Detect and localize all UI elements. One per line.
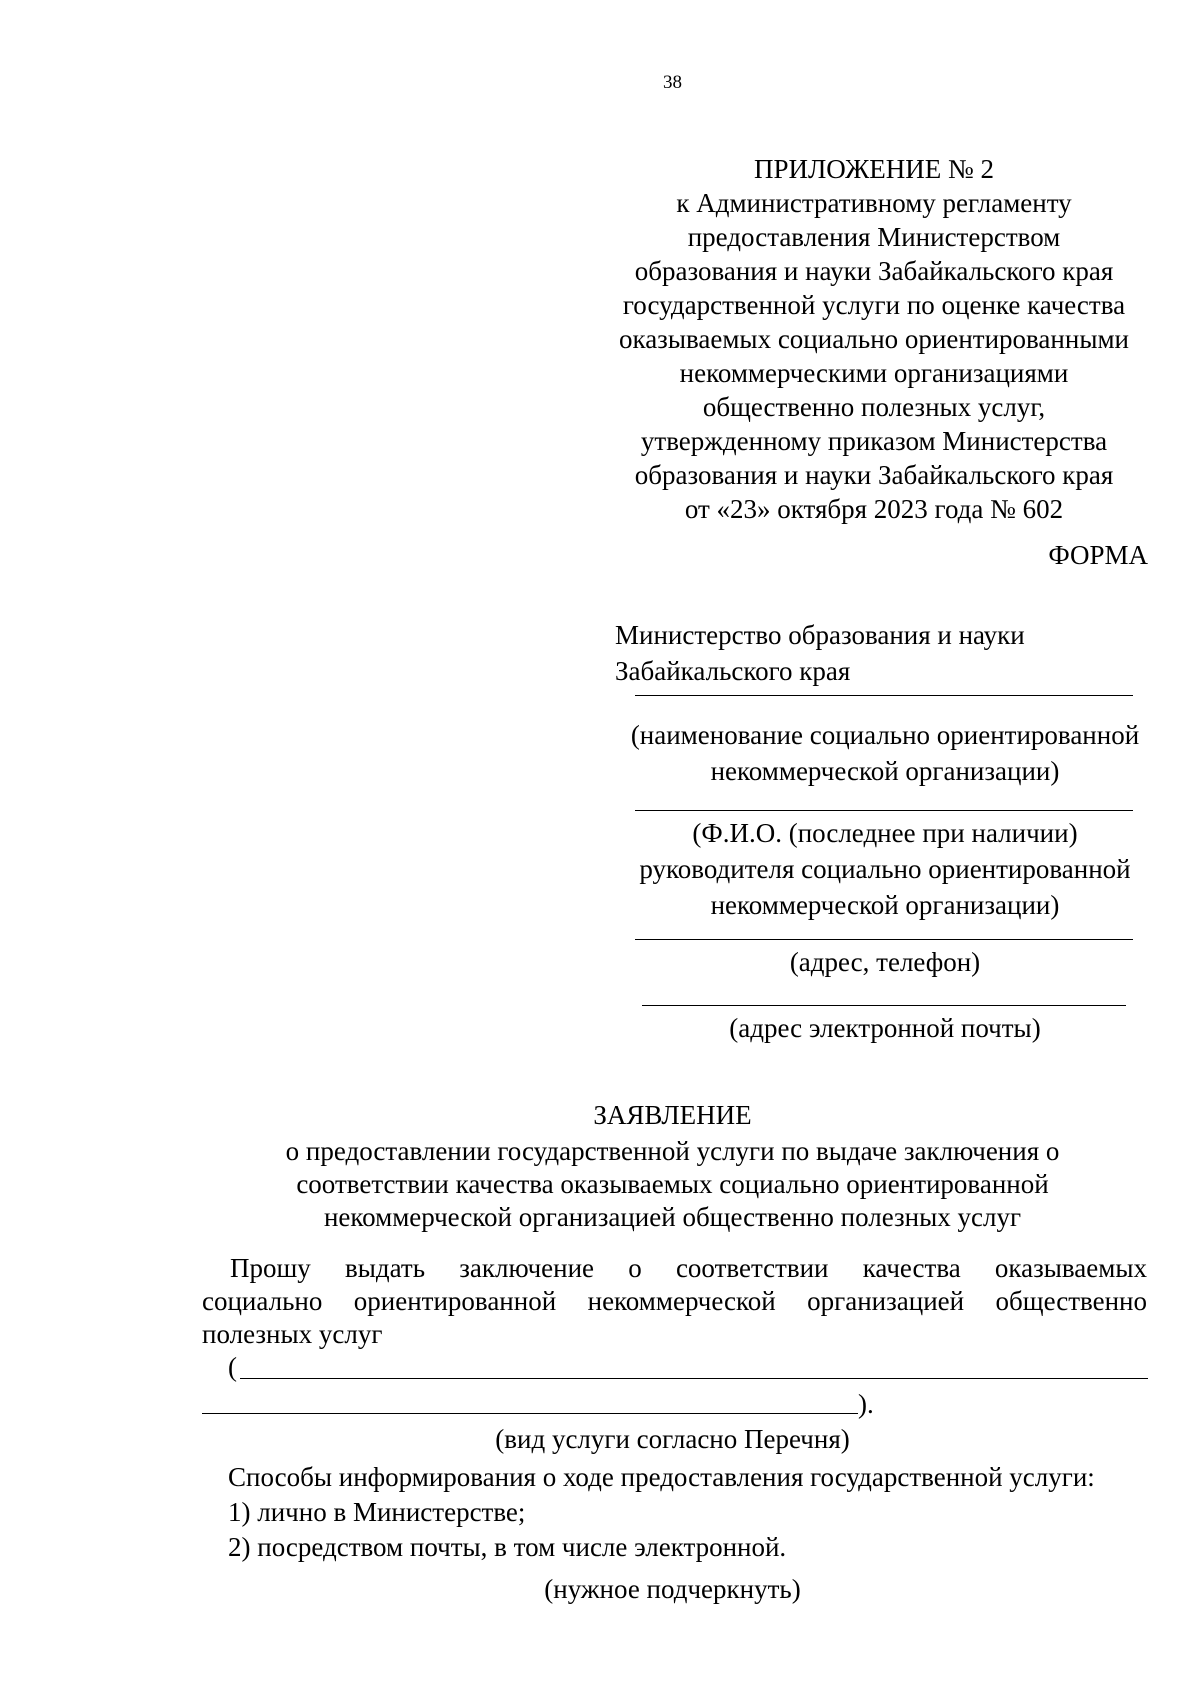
- request-line: Прошу выдать заключение о соответствии качества оказываемых: [230, 1253, 1147, 1283]
- request-paragraph: [202, 1252, 1147, 1351]
- appendix-line: оказываемых социально ориентированными: [618, 324, 1129, 354]
- request-line: полезных услуг: [202, 1319, 383, 1349]
- form-label: ФОРМА: [1048, 540, 1148, 570]
- caption-line: некоммерческой организации): [710, 890, 1060, 920]
- service-type-blank-line-2[interactable]: [202, 1413, 858, 1414]
- page-number: 38: [663, 72, 682, 93]
- caption-line: (адрес электронной почты): [729, 1013, 1041, 1043]
- addressee-line: Забайкальского края: [615, 656, 851, 686]
- appendix-title: ПРИЛОЖЕНИЕ № 2: [753, 154, 995, 184]
- caption-line: руководителя социально ориентированной: [639, 854, 1131, 884]
- head-name-caption: [610, 815, 1160, 923]
- appendix-line: государственной услуги по оценке качества: [622, 290, 1126, 320]
- appendix-line: образования и науки Забайкальского края: [634, 256, 1114, 286]
- address-phone-caption: [610, 944, 1160, 980]
- addressee-block: [615, 617, 1170, 689]
- caption-line: (наименование социально ориентированной: [630, 720, 1140, 750]
- open-paren: (: [228, 1352, 237, 1382]
- methods-heading: Способы информирования о ходе предоставления государственной услуги:: [228, 1462, 1095, 1492]
- org-name-caption: [610, 717, 1160, 789]
- email-blank-line[interactable]: [642, 1005, 1126, 1006]
- appendix-header: [600, 152, 1148, 526]
- request-line: социально ориентированной некоммерческой организацией общественно: [202, 1286, 1147, 1316]
- subtitle-line: некоммерческой организацией общественно полезных услуг: [323, 1202, 1022, 1232]
- statement-title: ЗАЯВЛЕНИЕ: [593, 1100, 752, 1130]
- underline-note: (нужное подчеркнуть): [544, 1574, 801, 1604]
- service-type-caption: (вид услуги согласно Перечня): [495, 1424, 850, 1454]
- appendix-line: некоммерческими организациями: [679, 358, 1069, 388]
- service-type-blank-line-1[interactable]: [240, 1378, 1148, 1379]
- appendix-date-line: от «23» октября 2023 года № 602: [684, 494, 1064, 524]
- method-option-mail[interactable]: 2) посредством почты, в том числе электронной.: [228, 1532, 787, 1562]
- appendix-line: общественно полезных услуг,: [702, 392, 1046, 422]
- close-paren: ).: [858, 1389, 874, 1419]
- caption-line: (Ф.И.О. (последнее при наличии): [692, 818, 1078, 848]
- email-caption: [610, 1010, 1160, 1046]
- appendix-line: к Административному регламенту: [676, 188, 1072, 218]
- addressee-line: Министерство образования и науки: [615, 620, 1025, 650]
- appendix-line: образования и науки Забайкальского края: [634, 460, 1114, 490]
- subtitle-line: о предоставлении государственной услуги по выдаче заключения о: [285, 1136, 1060, 1166]
- notification-methods: [228, 1460, 1148, 1565]
- subtitle-line: соответствии качества оказываемых социально ориентированной: [296, 1169, 1049, 1199]
- appendix-line: предоставления Министерством: [687, 222, 1061, 252]
- caption-line: (адрес, телефон): [789, 947, 981, 977]
- address-phone-blank-line[interactable]: [635, 939, 1133, 940]
- org-name-blank-line[interactable]: [635, 695, 1133, 696]
- appendix-line: утвержденному приказом Министерства: [640, 426, 1108, 456]
- head-name-blank-line[interactable]: [635, 810, 1133, 811]
- method-option-in-person[interactable]: 1) лично в Министерстве;: [228, 1497, 526, 1527]
- statement-subtitle: [200, 1135, 1145, 1234]
- caption-line: некоммерческой организации): [710, 756, 1060, 786]
